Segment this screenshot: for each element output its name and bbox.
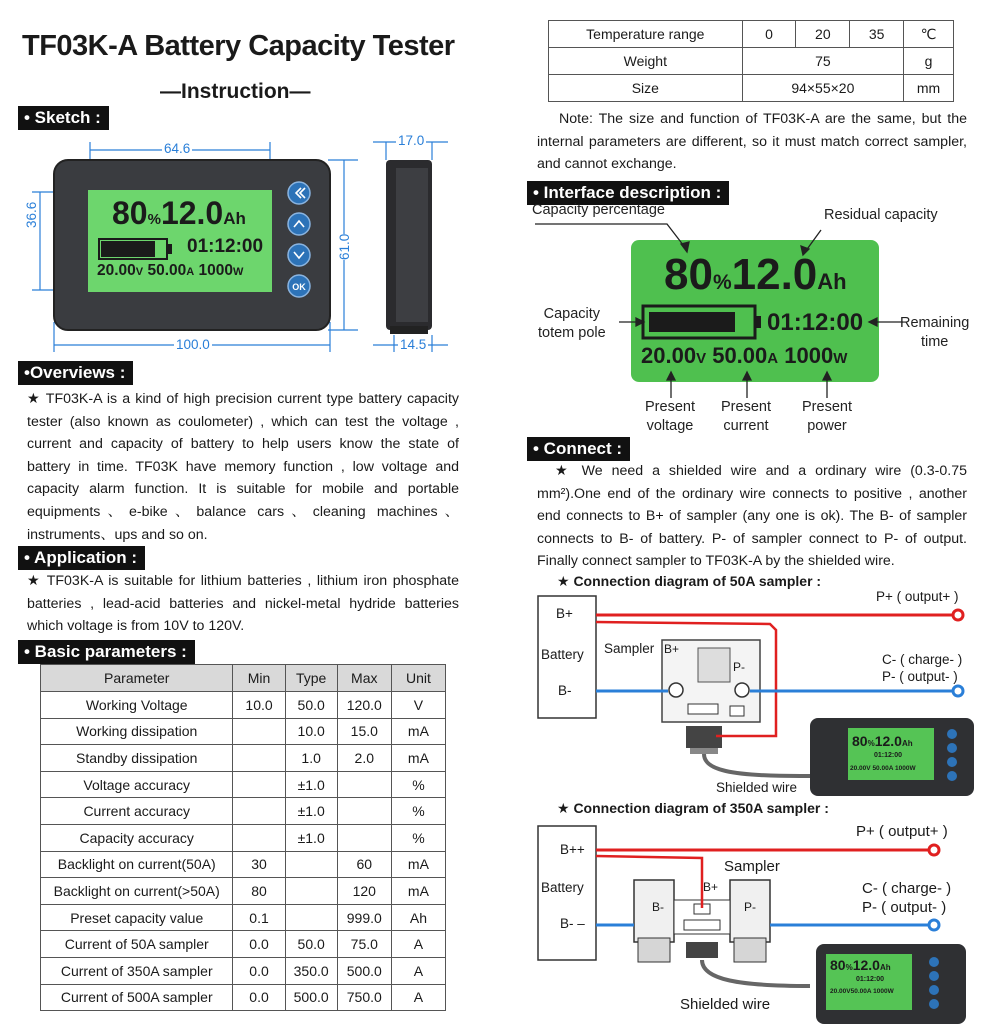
d50-pplus-output: P+ ( output+ ) xyxy=(876,589,959,604)
lcd-capacity-line: 80%12.0Ah xyxy=(664,250,847,299)
table-cell xyxy=(337,771,391,798)
table-header: Min xyxy=(233,665,285,692)
d350-sampler-bplus: B+ xyxy=(703,880,719,894)
d350-lcd-time: 01:12:00 xyxy=(856,976,885,983)
connect-text: ★ We need a shielded wire and a ordinary wire (0.3-0.75 mm²).One end of the ordinary wire connects to positive , another end connects to B+ of sampler (any one is ok). The B- of sampler connects to B- of battery. P- of sampler connect to P- of output. Finally connect sampler to TF03K-A by the shielded wire. xyxy=(537,463,967,570)
table-cell: V xyxy=(391,692,445,719)
table-cell: Temperature range xyxy=(549,21,743,48)
table-row xyxy=(41,984,446,1011)
dim-height: 36.6 xyxy=(24,201,39,228)
table-cell: 350.0 xyxy=(285,957,337,984)
table-header: Parameter xyxy=(41,665,233,692)
sketch-battery-tip xyxy=(168,244,172,254)
note-text: Note: The size and function of TF03K-A are the same, but the internal parameters are different, so it must match correct sampler, and cannot exchange. xyxy=(537,111,967,173)
d350-sampler: Sampler xyxy=(724,858,780,875)
table-cell: ℃ xyxy=(904,21,954,48)
table-row xyxy=(41,878,446,905)
table-cell: 30 xyxy=(233,851,285,878)
params-table xyxy=(40,664,446,1011)
table-cell: Current accuracy xyxy=(41,798,233,825)
table-row xyxy=(41,824,446,851)
d350-sampler-pminus: P- xyxy=(744,900,756,914)
table-cell: 0.0 xyxy=(233,957,285,984)
table-cell: Voltage accuracy xyxy=(41,771,233,798)
table-cell: 10.0 xyxy=(285,718,337,745)
label-residual-capacity: Residual capacity xyxy=(824,207,938,223)
d50-battery: Battery xyxy=(541,647,584,662)
label-capacity-totem: Capacity totem pole xyxy=(538,306,606,341)
d50-lcd-line3: 20.00V 50.00A 1000W xyxy=(850,765,916,772)
table-cell: ±1.0 xyxy=(285,771,337,798)
table-cell: ±1.0 xyxy=(285,824,337,851)
table-cell xyxy=(233,745,285,772)
d50-sampler: Sampler xyxy=(604,641,655,656)
table-cell: 20 xyxy=(796,21,850,48)
lcd-measure-line: 20.00V 50.00A 1000W xyxy=(641,343,848,368)
table-cell: 0 xyxy=(742,21,796,48)
table-cell: mA xyxy=(391,718,445,745)
section-interface: • Interface description : xyxy=(527,181,729,205)
d350-lcd-line1: 80%12.0Ah xyxy=(830,957,891,973)
table-cell: Working Voltage xyxy=(41,692,233,719)
table-cell: 15.0 xyxy=(337,718,391,745)
d350-lcd-line3: 20.00V50.00A 1000W xyxy=(830,988,894,995)
application-text: ★ TF03K-A is suitable for lithium batteries , lithium iron phosphate batteries , lead-acid batteries and nickel-metal hydride batteries which voltage is from 10V to 120V. xyxy=(27,573,459,635)
label-capacity-percentage: Capacity percentage xyxy=(532,202,665,218)
table-header: Max xyxy=(337,665,391,692)
d350-battery: Battery xyxy=(541,880,584,895)
dim-width: 64.6 xyxy=(164,141,191,156)
diagram-350a-heading: ★ Connection diagram of 350A sampler : xyxy=(557,800,829,816)
d350-pplus-output: P+ ( output+ ) xyxy=(856,823,948,840)
table-cell: 35 xyxy=(850,21,904,48)
table-cell: 500.0 xyxy=(285,984,337,1011)
table-cell: 750.0 xyxy=(337,984,391,1011)
dim-depth: 17.0 xyxy=(398,133,425,148)
ok-button-label: OK xyxy=(292,282,306,292)
table-cell: 2.0 xyxy=(337,745,391,772)
diagram-50a-heading: ★ Connection diagram of 50A sampler : xyxy=(557,573,822,589)
section-connect: • Connect : xyxy=(527,437,630,461)
label-remaining-time: Remaining time xyxy=(900,315,970,350)
lcd-time: 01:12:00 xyxy=(767,309,864,336)
section-basic-parameters: • Basic parameters : xyxy=(18,640,195,664)
dim-side: 14.5 xyxy=(400,337,427,352)
table-row xyxy=(41,771,446,798)
table-cell: Capacity accuracy xyxy=(41,824,233,851)
section-sketch: • Sketch : xyxy=(18,106,109,130)
table-cell xyxy=(233,798,285,825)
d350-bplus: B++ xyxy=(560,842,585,857)
table-cell: 80 xyxy=(233,878,285,905)
label-present-voltage: Present voltage xyxy=(645,399,695,434)
table-cell: Current of 350A sampler xyxy=(41,957,233,984)
table-cell: g xyxy=(904,48,954,75)
table-cell xyxy=(233,824,285,851)
table-cell: 120 xyxy=(337,878,391,905)
table-cell: Current of 50A sampler xyxy=(41,931,233,958)
table-cell: % xyxy=(391,824,445,851)
table-row xyxy=(41,745,446,772)
table-cell: mA xyxy=(391,745,445,772)
table-cell: Backlight on current(>50A) xyxy=(41,878,233,905)
table-header: Type xyxy=(285,665,337,692)
table-cell: 10.0 xyxy=(233,692,285,719)
dim-total-height: 61.0 xyxy=(337,233,352,260)
sketch-lcd-time: 01:12:00 xyxy=(187,236,264,257)
table-cell: A xyxy=(391,931,445,958)
table-row xyxy=(41,692,446,719)
d50-lcd-line1: 80%12.0Ah xyxy=(852,733,913,749)
table-cell: A xyxy=(391,957,445,984)
d350-shielded-wire: Shielded wire xyxy=(680,996,771,1013)
table-cell: % xyxy=(391,771,445,798)
d50-bplus: B+ xyxy=(556,606,573,621)
table-cell xyxy=(337,824,391,851)
table-row xyxy=(41,904,446,931)
dim-total-width: 100.0 xyxy=(176,337,210,352)
d50-pminus-output: P- ( output- ) xyxy=(882,669,958,684)
section-application: • Application : xyxy=(18,546,145,570)
table-cell: 75 xyxy=(742,48,903,75)
table-cell: Backlight on current(50A) xyxy=(41,851,233,878)
table-row xyxy=(41,798,446,825)
table-cell: 50.0 xyxy=(285,931,337,958)
table-row xyxy=(41,718,446,745)
table-cell: 0.1 xyxy=(233,904,285,931)
table-cell: Current of 500A sampler xyxy=(41,984,233,1011)
table-cell: mA xyxy=(391,851,445,878)
d50-sampler-pminus: P- xyxy=(733,660,745,674)
table-cell: 60 xyxy=(337,851,391,878)
d50-shielded-wire: Shielded wire xyxy=(716,780,798,795)
d50-sampler-bplus: B+ xyxy=(664,642,680,656)
table-cell: 0.0 xyxy=(233,931,285,958)
table-cell: 500.0 xyxy=(337,957,391,984)
table-cell xyxy=(337,798,391,825)
params-table-continued xyxy=(548,20,954,102)
sketch-lcd-line1: 80%12.0Ah xyxy=(112,195,246,231)
table-cell xyxy=(233,718,285,745)
d350-bminus: B- – xyxy=(560,916,585,931)
label-present-power: Present power xyxy=(802,399,852,434)
table-cell xyxy=(285,851,337,878)
table-cell: 1.0 xyxy=(285,745,337,772)
table-cell: 999.0 xyxy=(337,904,391,931)
d50-bminus: B- xyxy=(558,683,572,698)
page-title: TF03K-A Battery Capacity Tester xyxy=(22,30,455,62)
table-cell: Size xyxy=(549,75,743,102)
table-cell: 94×55×20 xyxy=(742,75,903,102)
label-present-current: Present current xyxy=(721,399,771,434)
d350-pminus-output: P- ( output- ) xyxy=(862,899,947,916)
table-cell: Preset capacity value xyxy=(41,904,233,931)
table-cell: mm xyxy=(904,75,954,102)
d50-lcd-time: 01:12:00 xyxy=(874,752,903,759)
table-cell: 50.0 xyxy=(285,692,337,719)
page-subtitle: —Instruction— xyxy=(160,80,311,103)
sketch-battery-bar xyxy=(98,238,168,260)
table-cell xyxy=(285,904,337,931)
sketch-lcd-line3: 20.00V 50.00A 1000W xyxy=(97,262,244,279)
table-cell xyxy=(285,878,337,905)
table-cell: ±1.0 xyxy=(285,798,337,825)
table-cell: 120.0 xyxy=(337,692,391,719)
table-header: Unit xyxy=(391,665,445,692)
table-cell: 0.0 xyxy=(233,984,285,1011)
d50-cminus-charge: C- ( charge- ) xyxy=(882,652,963,667)
section-overviews: •Overviews : xyxy=(18,361,133,385)
table-row xyxy=(41,931,446,958)
overviews-text: ★ TF03K-A is a kind of high precision current type battery capacity tester (also known as coulometer) , which can test the voltage , current and capacity of battery to help users know the state of battery in time. TF03K have memory function , low voltage and capacity alarm function. It is suitable for mobile and portable equipments、e-bike、balance cars、cleaning machines、instruments、ups and so on. xyxy=(27,391,459,543)
d350-sampler-bminus: B- xyxy=(652,900,664,914)
table-cell: A xyxy=(391,984,445,1011)
d350-cminus-charge: C- ( charge- ) xyxy=(862,880,952,897)
table-cell: mA xyxy=(391,878,445,905)
table-cell: Standby dissipation xyxy=(41,745,233,772)
table-cell xyxy=(233,771,285,798)
table-cell: Weight xyxy=(549,48,743,75)
table-cell: 75.0 xyxy=(337,931,391,958)
table-row xyxy=(41,851,446,878)
table-cell: Ah xyxy=(391,904,445,931)
table-cell: Working dissipation xyxy=(41,718,233,745)
table-cell: % xyxy=(391,798,445,825)
table-row xyxy=(41,957,446,984)
